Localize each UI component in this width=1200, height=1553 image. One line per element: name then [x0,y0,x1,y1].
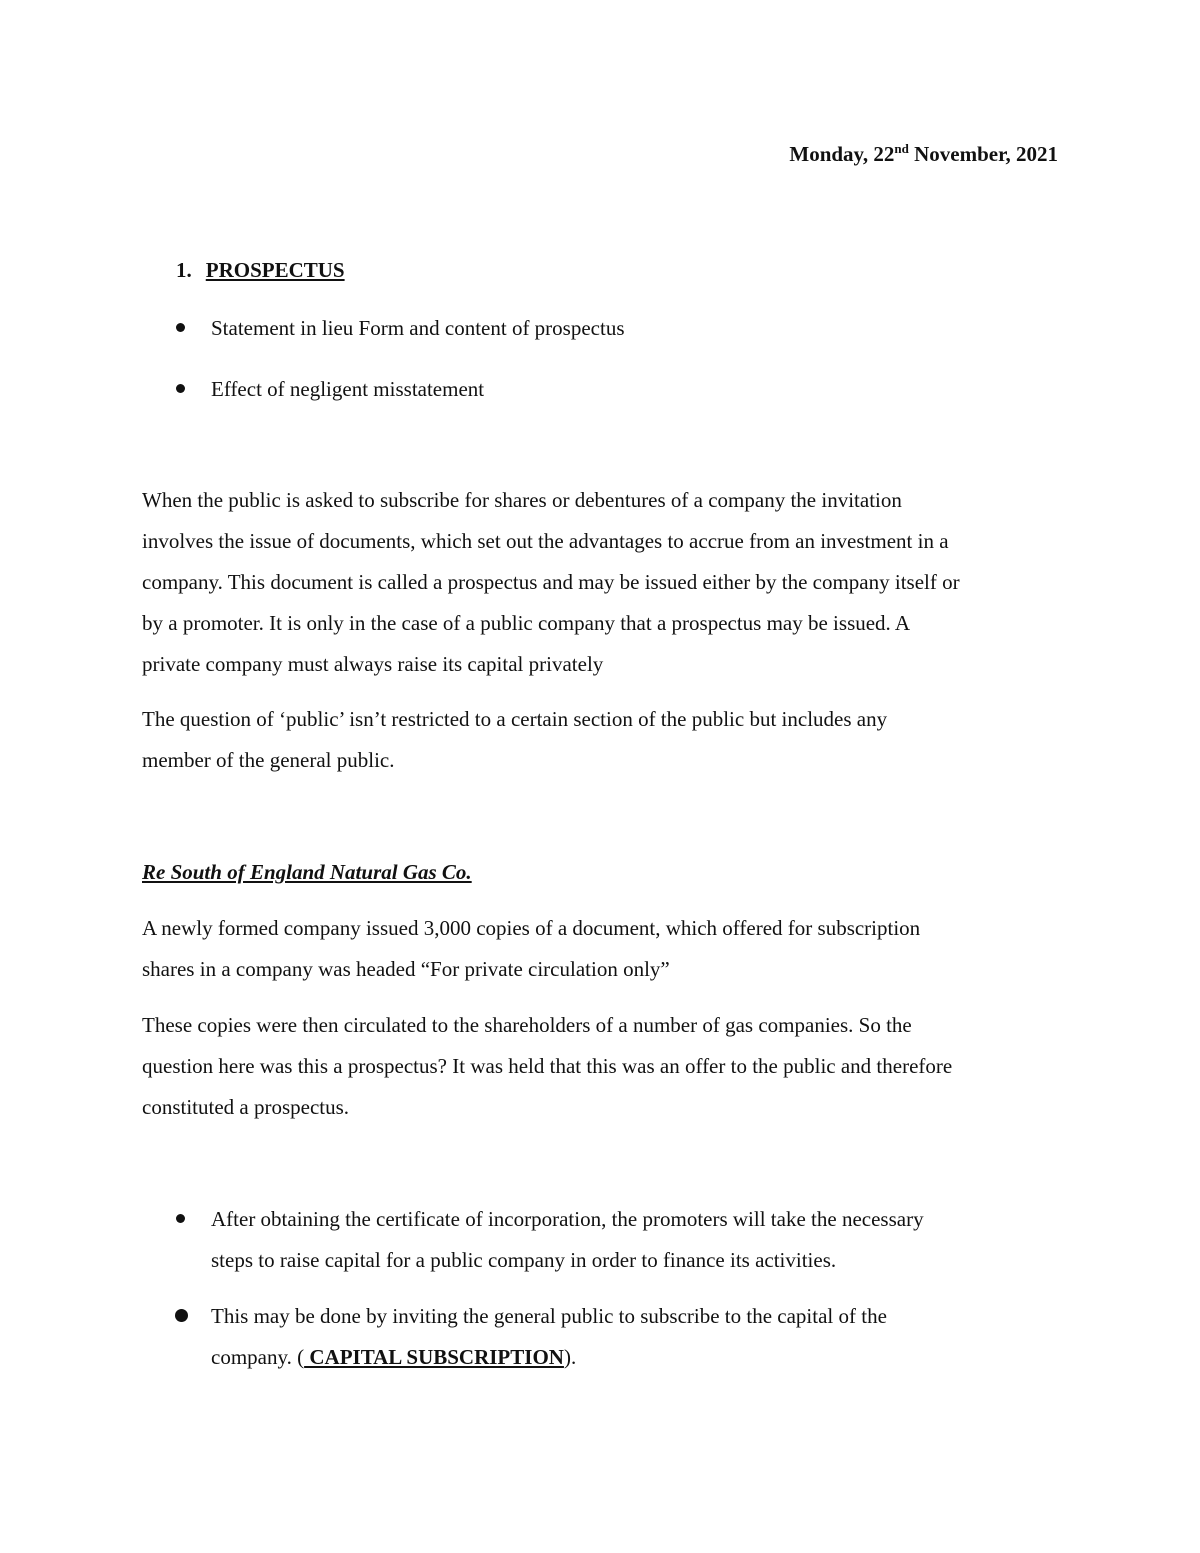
paragraph-line: shares in a company was headed “For private circulation only” [142,957,670,981]
bullet-icon [176,1214,185,1223]
paragraph-line: constituted a prospectus. [142,1095,350,1119]
topic-text: Statement in lieu Form and content of prospectus [211,316,625,340]
paragraph-line: When the public is asked to subscribe for shares or debentures of a company the invitation [142,488,902,512]
bullet-line: After obtaining the certificate of incorporation, the promoters will take the necessary [211,1207,924,1231]
paragraph-line: involves the issue of documents, which set out the advantages to accrue from an investment in a [142,529,949,553]
bullet-text [211,1199,924,1281]
bullet-line-suffix: ). [563,1345,577,1369]
paragraph-line: These copies were then circulated to the shareholders of a number of gas companies. So the [142,1013,912,1037]
document-date [789,142,1058,167]
bullet-line: steps to raise capital for a public company in order to finance its activities. [211,1248,837,1272]
section-title: PROSPECTUS [205,258,345,282]
paragraph-line: by a promoter. It is only in the case of a public company that a prospectus may be issued. A [142,611,911,635]
intro-paragraph [142,480,960,685]
topic-text: Effect of negligent misstatement [211,377,485,401]
paragraph-line: member of the general public. [142,748,395,772]
bullet-text [211,1296,887,1378]
paragraph-line: company. This document is called a prospectus and may be issued either by the company itself or [142,570,960,594]
paragraph-line: The question of ‘public’ isn’t restricted to a certain section of the public but includes any [142,707,888,731]
section-number: 1. [176,258,192,282]
date-ordinal-suffix: nd [894,141,909,156]
date-rest: November, 2021 [908,142,1058,166]
section-heading [176,258,345,283]
paragraph-line: private company must always raise its capital privately [142,652,604,676]
paragraph-line: A newly formed company issued 3,000 copies of a document, which offered for subscription [142,916,921,940]
case-facts-paragraph [142,908,920,990]
bullet-icon [176,384,185,393]
capital-subscription-term: CAPITAL SUBSCRIPTION [304,1345,564,1369]
case-title: Re South of England Natural Gas Co. [142,860,472,884]
date-prefix: Monday, 22 [789,142,895,166]
bullet-line: This may be done by inviting the general public to subscribe to the capital of the [211,1304,887,1328]
public-definition-paragraph [142,699,887,781]
bullet-line [211,1337,887,1378]
bullet-icon [176,323,185,332]
paragraph-line: question here was this a prospectus? It was held that this was an offer to the public and therefore [142,1054,953,1078]
bullet-line-prefix: company. ( [211,1345,305,1369]
bullet-icon [175,1309,188,1322]
case-holding-paragraph [142,1005,952,1128]
